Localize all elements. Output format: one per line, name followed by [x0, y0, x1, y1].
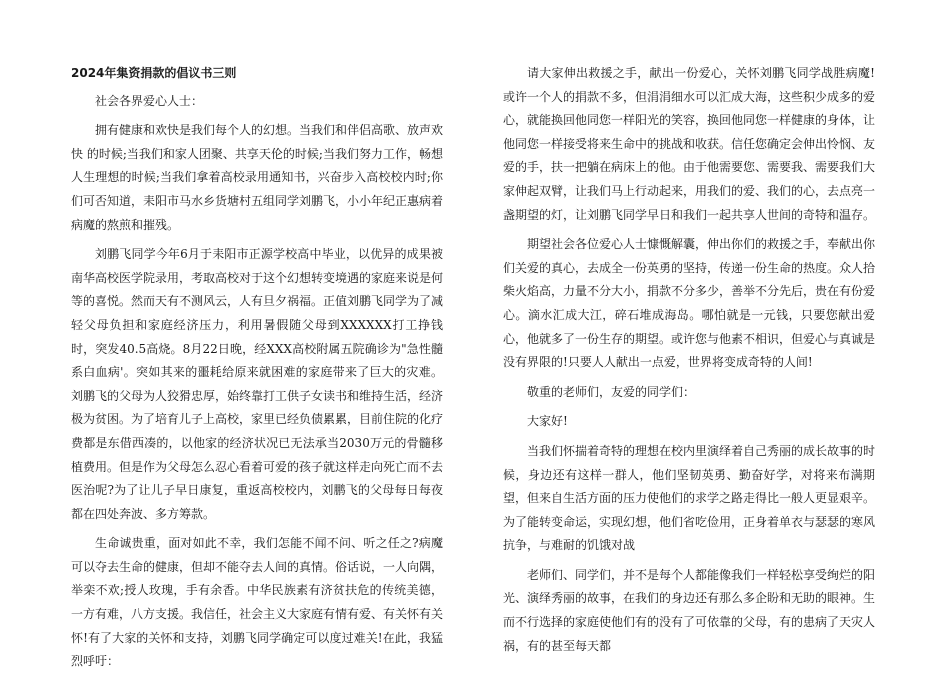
greeting: 大家好!: [527, 414, 568, 429]
paragraph: 老师们、同学们，并不是每个人都能像我们一样轻松享受绚烂的阳光、演绎秀丽的故事，在我们的身边还有那么多企盼和无助的眼神。生而不行选择的家庭使他们有的没有了可依靠的父母，有的患病了天灾人祸，有的甚至每天都: [503, 567, 876, 653]
salutation: 社会各界爱心人士：: [95, 93, 204, 108]
paragraph: 期望社会各位爱心人士慷慨解囊，伸出你们的救援之手，奉献出你们关爱的真心，去成全一份英勇的坚持，传递一份生命的热度。众人拾柴火焰高，力量不分大小，捐款不分多少，善举不分先后，贵在有份爱心。滴水汇成大江，碎石堆成海岛。哪怕就是一元钱，只要您献出爱心，他就多了一份生存的期望。或许您与他素不相识，但爱心与真诚是没有界限的!只要人人献出一点爱，世界将变成奇特的人间!: [503, 237, 876, 370]
paragraph: 生命诚贵重，面对如此不幸，我们怎能不闻不问、听之任之?病魔可以夺去生命的健康，但却不能夺去人间的真情。俗话说，一人向隅，举栾不欢;授人玫瑰，手有余香。中华民族素有济贫扶危的传统美德，一方有难，八方支援。我信任，社会主义大家庭有情有爱、有关怀有关怀!有了大家的关怀和支持，刘鹏飞同学确定可以度过难关!在此，我猛烈呼吁：: [71, 536, 444, 669]
right-column: [503, 62, 875, 664]
salutation: 敬重的老师们，友爱的同学们：: [527, 384, 696, 399]
paragraph: 请大家伸出救援之手，献出一份爱心，关怀刘鹏飞同学战胜病魔!或许一个人的捐款不多，但涓涓细水可以汇成大海，这些积少成多的爱心，就能换回他同您一样阳光的笑容，换回他同您一样健康的身体，让他同您一样接受将来生命中的挑战和收获。信任您确定会伸出怜悯、友爱的手，扶一把躺在病床上的他。由于他需要您、需要我、需要我们大家伸起双臂，让我们马上行动起来，用我们的爱、我们的心，去点亮一盏期望的灯，让刘鹏飞同学早日和我们一起共享人世间的奇特和温存。: [503, 66, 876, 222]
paragraph: 当我们怀揣着奇特的理想在校内里演绎着自己秀丽的成长故事的时候，身边还有这样一群人，他们坚韧英勇、勤奋好学，对将来布满期望，但来自生活方面的压力使他们的求学之路走得比一般人更显艰辛。为了能转变命运，实现幻想，他们省吃俭用，正身着单衣与瑟瑟的寒风抗争，与难耐的饥饿对战: [503, 443, 876, 553]
paragraph: 刘鹏飞同学今年6月于耒阳市正源学校高中毕业，以优异的成果被南华高校医学院录用，考取高校对于这个幻想转变境遇的家庭来说是何等的喜悦。然而天有不测风云，人有旦夕祸福。正值刘鹏飞同学为了减轻父母负担和家庭经济压力，利用暑假随父母到XXXXXX打工挣钱时，突发40.5高烧。8月22日晚，经XXX高校附属五院确诊为"急性髓系白血病'。突如其来的噩耗给原来就困难的家庭带来了巨大的灾难。刘鹏飞的父母为人狡猾忠厚，始终靠打工供子女读书和维持生活，经济极为贫困。为了培育儿子上高校，家里已经负债累累，目前住院的化疗费都是东借西凑的，以他家的经济状况已无法承当2030万元的骨髓移植费用。但是作为父母怎么忍心看着可爱的孩子就这样走向死亡而不去医治呢?为了让儿子早日康复，重返高校校内，刘鹏飞的父母每日每夜都在四处奔波、多方筹款。: [71, 247, 444, 521]
document-title: 2024年集资捐款的倡议书三则: [71, 66, 237, 80]
paragraph: 拥有健康和欢快是我们每个人的幻想。当我们和伴侣高歌、放声欢快 的时候;当我们和家人团聚、共享天伦的时候;当我们努力工作，畅想人生理想的时候;当我们拿着高校录用通知书，兴奋步入高校校内时;你们可否知道，耒阳市马水乡货塘村五组同学刘鹏飞，小小年纪正惠病着病魔的熬煎和摧残。: [71, 123, 444, 232]
left-column: [71, 62, 443, 680]
